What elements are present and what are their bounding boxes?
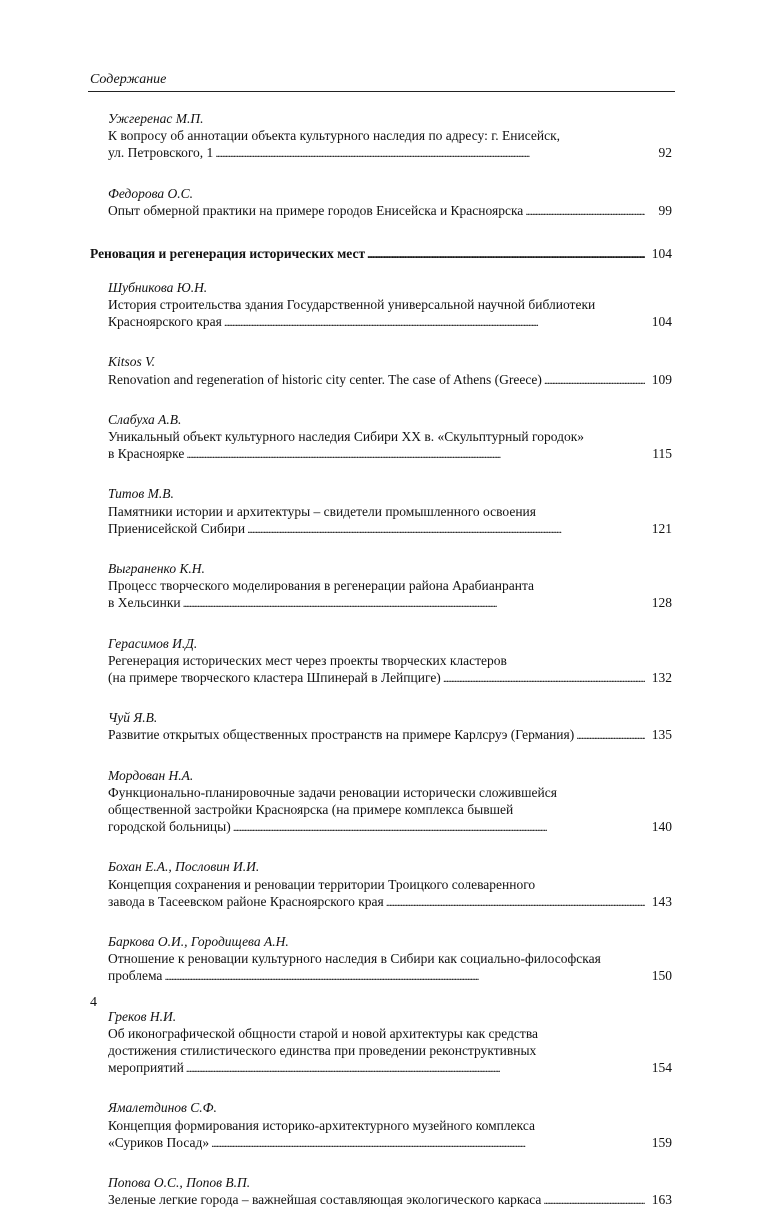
toc-title-last-line (108, 967, 645, 985)
toc-page-number: 115 (652, 446, 672, 462)
toc-page-number: 128 (651, 595, 672, 611)
toc-page-number: 143 (651, 893, 672, 909)
toc-page-number: 104 (651, 246, 672, 261)
toc-title-last-line (108, 202, 645, 220)
toc-title-text: проблема (108, 968, 163, 984)
toc-page-number: 150 (651, 968, 672, 984)
toc-title-line: общественной застройки Красноярска (на примере комплекса бывшей (108, 801, 514, 817)
toc-title-text: в Хельсинки (108, 595, 181, 611)
toc-title-text: Красноярского края (108, 314, 222, 330)
toc-author: Греков Н.И. (108, 1008, 177, 1024)
toc-title-line: К вопросу об аннотации объекта культурного наследия по адресу: г. Енисейск, (108, 128, 561, 144)
dot-leader (211, 1134, 645, 1152)
toc-title-line: Памятники истории и архитектуры – свидетели промышленного освоения (108, 503, 536, 519)
toc-title-line: Концепция формирования историко-архитектурного музейного комплекса (108, 1117, 535, 1133)
toc-page-number: 154 (651, 1060, 672, 1076)
toc-title-text: Renovation and regeneration of historic city center. The case of Athens (Greece) (108, 371, 542, 387)
toc-page-number: 109 (651, 371, 672, 387)
toc-title-text: завода в Тасеевском районе Красноярского края (108, 893, 384, 909)
toc-title-last-line (108, 1059, 645, 1077)
toc-title-last-line (108, 144, 645, 162)
toc-title-text: городской больницы) (108, 819, 231, 835)
toc-title-line: Отношение к реновации культурного наследия в Сибири как социально-философская (108, 951, 601, 967)
toc-title-last-line (108, 371, 645, 389)
toc-author: Мордован Н.А. (108, 767, 194, 783)
toc-author: Попова О.С., Попов В.П. (108, 1174, 251, 1190)
dot-leader (443, 669, 645, 687)
toc-author: Шубникова Ю.Н. (108, 279, 208, 295)
toc-title-text: (на примере творческого кластера Шпинерай в Лейпциге) (108, 669, 441, 685)
toc-title-text: «Суриков Посад» (108, 1134, 210, 1150)
dot-leader (525, 202, 645, 220)
toc-title-line: Процесс творческого моделирования в регенерации района Арабианранта (108, 578, 534, 594)
toc-author: Бохан Е.А., Пословин И.И. (108, 859, 260, 875)
toc-title-text: Приенисейской Сибири (108, 520, 246, 536)
toc-author: Баркова О.И., Городищева А.Н. (108, 933, 289, 949)
section-title-line (90, 245, 645, 263)
toc-title-text: мероприятий (108, 1060, 184, 1076)
toc-title-last-line (108, 818, 645, 836)
toc-title-line: Об иконографической общности старой и новой архитектуры как средства (108, 1025, 539, 1041)
dot-leader (233, 818, 645, 836)
toc-title-last-line (108, 520, 645, 538)
toc-title-line: Регенерация исторических мест через проекты творческих кластеров (108, 652, 507, 668)
section-title: Реновация и регенерация исторических мест (90, 246, 366, 261)
toc-author: Слабуха А.В. (108, 411, 182, 427)
toc-page-number: 92 (658, 145, 672, 161)
toc-title-text: Развитие открытых общественных пространств на примере Карлсруэ (Германия) (108, 727, 575, 743)
toc-title-last-line (108, 726, 645, 744)
toc-author: Kitsos V. (108, 354, 156, 370)
toc-author: Выграненко К.Н. (108, 560, 205, 576)
page-number: 4 (90, 995, 97, 1010)
toc-title-text: Зеленые легкие города – важнейшая составляющая экологического каркаса (108, 1192, 542, 1208)
dot-leader (186, 1059, 645, 1077)
dot-leader (224, 313, 645, 331)
running-header-title: Содержание (90, 72, 167, 87)
toc-title-line: достижения стилистического единства при проведении реконструктивных (108, 1042, 537, 1058)
toc-title-last-line (108, 669, 645, 687)
toc-author: Ужгеренас М.П. (108, 111, 204, 126)
toc-author: Герасимов И.Д. (108, 635, 198, 651)
toc-page-number: 140 (651, 819, 672, 835)
dot-leader (186, 445, 645, 463)
toc-title-line: Уникальный объект культурного наследия Сибири XX в. «Скульптурный городок» (108, 428, 585, 444)
toc-title-line: Концепция сохранения и реновации территории Троицкого солеваренного (108, 876, 536, 892)
toc-page-number: 163 (651, 1192, 672, 1208)
header-rule (88, 91, 675, 92)
toc-page-number: 159 (651, 1134, 672, 1150)
toc-page-number: 135 (651, 727, 672, 743)
toc-page-number: 104 (651, 314, 672, 330)
toc-title-last-line (108, 1191, 645, 1209)
toc-page-number: 99 (658, 202, 672, 218)
toc-author: Федорова О.С. (108, 185, 193, 201)
toc-title-text: ул. Петровского, 1 (108, 145, 214, 161)
toc-title-text: Опыт обмерной практики на примере городов Енисейска и Красноярска (108, 202, 524, 218)
dot-leader (247, 520, 645, 538)
dot-leader (164, 967, 645, 985)
dot-leader (543, 1191, 645, 1209)
toc-title-line: История строительства здания Государственной универсальной научной библиотеки (108, 296, 596, 312)
dot-leader (544, 371, 645, 389)
toc-title-last-line (108, 313, 645, 331)
dot-leader (215, 144, 645, 162)
dot-leader (367, 245, 645, 263)
dot-leader (183, 594, 645, 612)
dot-leader (386, 893, 645, 911)
toc-page-number: 121 (651, 520, 672, 536)
toc-title-last-line (108, 1134, 645, 1152)
toc-title-last-line (108, 594, 645, 612)
toc-title-last-line (108, 445, 645, 463)
toc-title-text: в Красноярке (108, 446, 185, 462)
toc-page-number: 132 (651, 669, 672, 685)
toc-author: Ямалетдинов С.Ф. (108, 1100, 217, 1116)
toc-author: Чуй Я.В. (108, 710, 158, 726)
toc-author: Титов М.В. (108, 486, 174, 502)
toc-title-line: Функционально-планировочные задачи реновации исторически сложившейся (108, 784, 557, 800)
toc-title-last-line (108, 893, 645, 911)
